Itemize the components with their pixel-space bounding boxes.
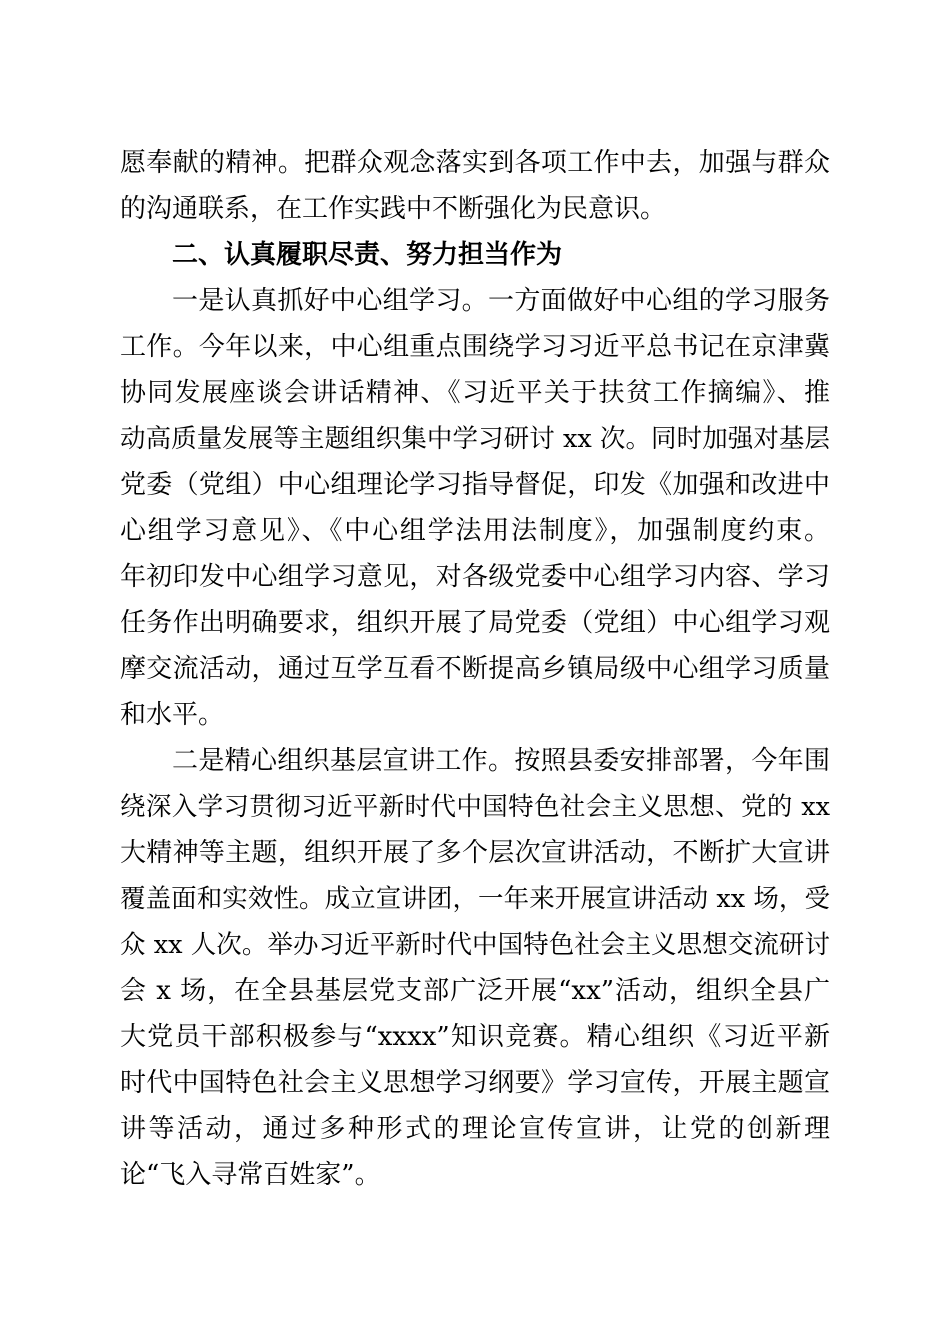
text-line: 愿奉献的精神。把群众观念落实到各项工作中去，加强与群众: [120, 148, 830, 178]
text-line: 年初印发中心组学习意见，对各级党委中心组学习内容、学习: [120, 562, 830, 592]
text-line: 协同发展座谈会讲话精神、《习近平关于扶贫工作摘编》、推: [120, 378, 830, 408]
text-line: 党委（党组）中心组理论学习指导督促，印发《加强和改进中: [120, 470, 830, 500]
text-line: 工作。今年以来，中心组重点围绕学习习近平总书记在京津冀: [120, 332, 830, 362]
text-line: 心组学习意见》、《中心组学法用法制度》，加强制度约束。: [120, 516, 830, 546]
text-line: 众 xx 人次。举办习近平新时代中国特色社会主义思想交流研讨: [120, 930, 830, 960]
text-line: 大精神等主题，组织开展了多个层次宣讲活动，不断扩大宣讲: [120, 838, 830, 868]
text-line: 的沟通联系，在工作实践中不断强化为民意识。: [120, 194, 667, 224]
paragraph-text: 一方面做好中心组的学习服务: [488, 286, 830, 316]
text-line: 论“飞入寻常百姓家”。: [120, 1160, 381, 1190]
text-line: 和水平。: [120, 700, 225, 730]
text-line: 绕深入学习贯彻习近平新时代中国特色社会主义思想、党的 xx: [120, 792, 830, 822]
text-line: 任务作出明确要求，组织开展了局党委（党组）中心组学习观: [120, 608, 830, 638]
paragraph-lead: 二是精心组织基层宣讲工作。: [172, 746, 515, 776]
paragraph-text: 按照县委安排部署，今年围: [514, 746, 830, 776]
section-heading: 二、认真履职尽责、努力担当作为: [172, 240, 563, 270]
text-line: 讲等活动，通过多种形式的理论宣传宣讲，让党的创新理: [120, 1114, 830, 1144]
text-line: 大党员干部积极参与“xxxx”知识竞赛。精心组织《习近平新: [120, 1022, 830, 1052]
paragraph-first-line: [172, 281, 830, 321]
text-line: 动高质量发展等主题组织集中学习研讨 xx 次。同时加强对基层: [120, 424, 830, 454]
paragraph-first-line: [172, 741, 830, 781]
text-line: 覆盖面和实效性。成立宣讲团，一年来开展宣讲活动 xx 场，受: [120, 884, 830, 914]
text-line: 会 x 场，在全县基层党支部广泛开展“xx”活动，组织全县广: [120, 976, 830, 1006]
text-line: 摩交流活动，通过互学互看不断提高乡镇局级中心组学习质量: [120, 654, 830, 684]
text-line: 时代中国特色社会主义思想学习纲要》学习宣传，开展主题宣: [120, 1068, 830, 1098]
paragraph-lead: 一是认真抓好中心组学习。: [172, 286, 488, 316]
